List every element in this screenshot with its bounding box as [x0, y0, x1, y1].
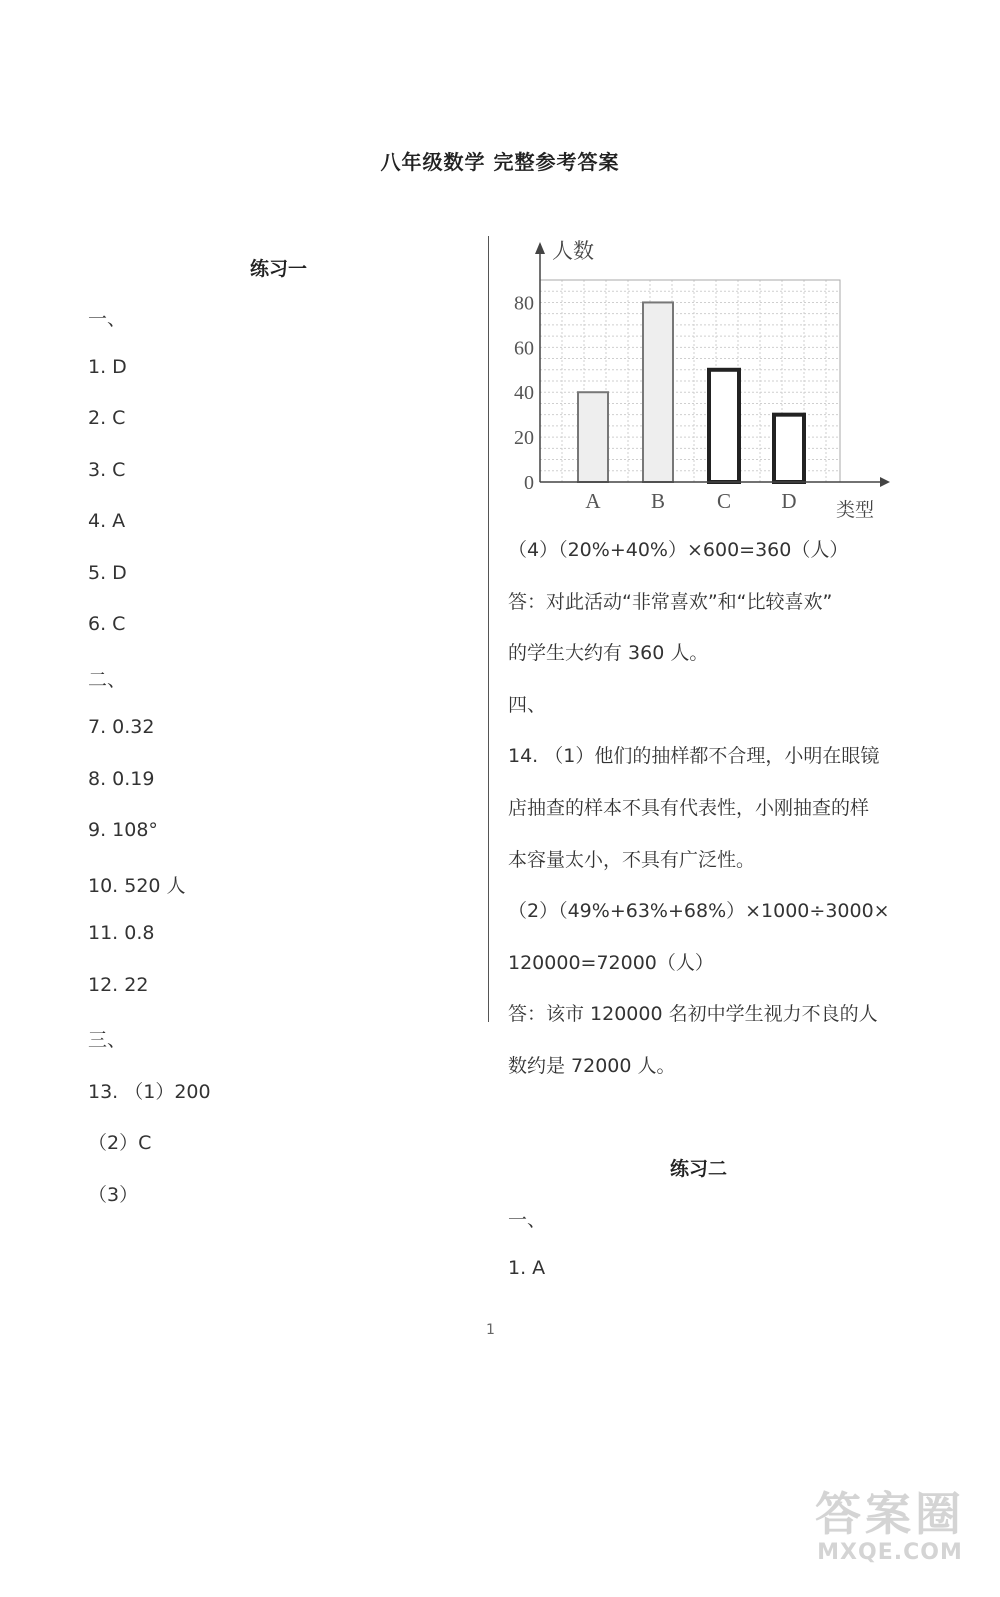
- answer-line: 答：对此活动“非常喜欢”和“比较喜欢”: [508, 590, 833, 613]
- answer-line: 三、: [88, 1029, 127, 1051]
- answer-line: 4. A: [88, 510, 126, 532]
- answer-line: 9. 108°: [88, 819, 158, 841]
- answer-line: 答：该市 120000 名初中学生视力不良的人: [508, 1003, 878, 1026]
- bar-chart: [500, 232, 895, 524]
- answer-line: 12. 22: [88, 973, 149, 996]
- answer-line: 1. A: [508, 1256, 546, 1279]
- answer-line: 一、: [508, 1209, 547, 1231]
- column-divider: [488, 236, 489, 1022]
- watermark-logo: [795, 1488, 985, 1565]
- page-number: 1: [486, 1322, 495, 1338]
- answer-line: （2）C: [88, 1132, 152, 1154]
- bar-C: [709, 370, 739, 482]
- bar-A: [578, 392, 608, 482]
- answer-line: （3）: [88, 1183, 139, 1206]
- answer-line: 10. 520 人: [88, 874, 186, 897]
- x-tick-label: C: [716, 489, 732, 513]
- section-title-exercise-1: 练习一: [250, 258, 308, 280]
- section-title-exercise-2: 练习二: [670, 1158, 728, 1180]
- answer-line: （2）（49%+63%+68%）×1000÷3000×: [508, 900, 890, 923]
- answer-line: 11. 0.8: [88, 922, 155, 944]
- y-tick-label: 0: [524, 472, 534, 494]
- x-tick-label: A: [585, 489, 601, 513]
- bar-D: [774, 415, 804, 482]
- answer-line: 一、: [88, 308, 127, 330]
- answer-line: 本容量太小，不具有广泛性。: [508, 848, 756, 871]
- chart-y-label: 人数: [552, 239, 594, 263]
- watermark-site: MXQE.COM: [817, 1540, 963, 1565]
- page-title: 八年级数学 完整参考答案: [380, 150, 620, 174]
- answer-line: 二、: [88, 668, 127, 691]
- answer-line: 13. （1）200: [88, 1080, 211, 1103]
- answer-line: 店抽查的样本不具有代表性，小刚抽查的样: [508, 797, 870, 819]
- answer-line: 5. D: [88, 561, 127, 584]
- y-tick-label: 80: [514, 292, 534, 315]
- chart-x-label: 类型: [836, 500, 875, 521]
- x-tick-label: D: [781, 489, 797, 513]
- chart-axes: [514, 242, 890, 513]
- answer-line: 120000=72000（人）: [508, 951, 714, 974]
- answer-line: （4）（20%+40%）×600=360（人）: [508, 539, 849, 561]
- x-tick-label: B: [650, 489, 666, 513]
- y-tick-label: 60: [514, 337, 534, 360]
- answer-line: 14. （1）他们的抽样都不合理，小明在眼镜: [508, 745, 880, 768]
- answer-line: 数约是 72000 人。: [508, 1055, 676, 1077]
- answer-line: 的学生大约有 360 人。: [508, 642, 709, 665]
- answer-line: 四、: [508, 693, 547, 716]
- answer-line: 3. C: [88, 458, 126, 481]
- chart-bars: [578, 302, 804, 482]
- answer-line: 1. D: [88, 355, 127, 378]
- answer-line: 2. C: [88, 407, 126, 429]
- y-tick-label: 40: [514, 382, 534, 405]
- watermark-logo-text: 答案圈: [815, 1487, 965, 1541]
- y-axis-arrow: [535, 242, 545, 254]
- answer-line: 6. C: [88, 613, 126, 635]
- bar-B: [643, 302, 673, 482]
- answer-line: 7. 0.32: [88, 716, 155, 738]
- answer-line: 8. 0.19: [88, 767, 155, 790]
- x-axis-arrow: [880, 477, 890, 487]
- y-tick-label: 20: [514, 427, 534, 450]
